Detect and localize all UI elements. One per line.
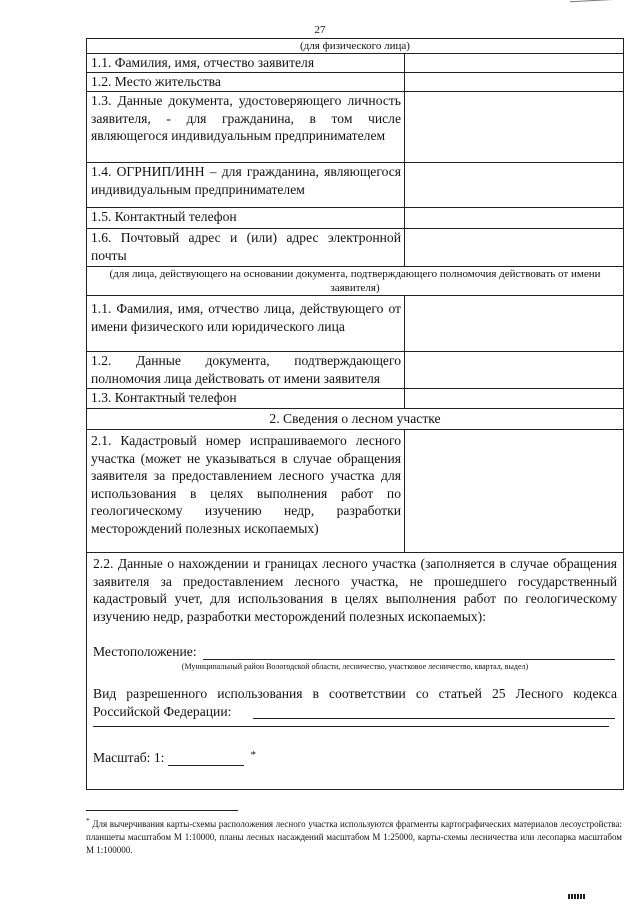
row-1-2	[87, 73, 623, 92]
scale-input[interactable]	[168, 749, 244, 766]
page-number: 27	[314, 24, 326, 36]
label-phone: 1.5. Контактный телефон	[87, 208, 405, 228]
location-line	[87, 643, 623, 660]
field-rep-phone[interactable]	[405, 389, 623, 408]
row-2-2	[87, 553, 623, 789]
location-label: Местоположение:	[93, 644, 197, 659]
label-ogrnip-inn: 1.4. ОГРНИП/ИНН – для гражданина, являющегося индивидуальным предпринимателем	[87, 163, 405, 207]
scale-footnote-mark: *	[250, 749, 256, 761]
field-cadastral-number[interactable]	[405, 430, 623, 552]
subtitle-individual: (для физического лица)	[87, 39, 623, 54]
scan-corner-mark	[570, 0, 618, 8]
permitted-use-input-line-2[interactable]	[93, 720, 609, 727]
label-residence: 1.2. Место жительства	[87, 73, 405, 91]
row-rep-1-3	[87, 389, 623, 409]
row-1-5	[87, 208, 623, 229]
subtitle-representative: (для лица, действующего на основании документа, подтверждающего полномочия действовать от имени заявителя)	[87, 267, 623, 296]
label-rep-phone: 1.3. Контактный телефон	[87, 389, 405, 408]
label-rep-document: 1.2. Данные документа, подтверждающего полномочия лица действовать от имени заявителя	[87, 352, 405, 388]
field-rep-name[interactable]	[405, 296, 623, 351]
row-2-2-content	[87, 553, 623, 789]
field-postal-email[interactable]	[405, 229, 623, 266]
permitted-use-label: Вид разрешенного использования в соответствии со статьей 25 Лесного кодекса Российской Федерации:	[93, 686, 617, 719]
label-id-document: 1.3. Данные документа, удостоверяющего личность заявителя, - для гражданина, в том числе являющегося индивидуальным предпринимателем	[87, 92, 405, 162]
field-rep-document[interactable]	[405, 352, 623, 388]
field-id-document[interactable]	[405, 92, 623, 162]
section-2-heading: 2. Сведения о лесном участке	[87, 409, 623, 430]
scale-line	[87, 749, 623, 766]
permitted-use-block	[87, 683, 623, 720]
row-rep-1-2	[87, 352, 623, 389]
row-1-1	[87, 54, 623, 73]
row-1-4	[87, 163, 623, 208]
scan-artifact-mark	[568, 894, 585, 899]
footnote-rule	[86, 810, 238, 811]
label-rep-name: 1.1. Фамилия, имя, отчество лица, действующего от имени физического или юридического лица	[87, 296, 405, 351]
field-ogrnip-inn[interactable]	[405, 163, 623, 207]
application-form-table	[86, 38, 624, 790]
field-full-name[interactable]	[405, 54, 623, 72]
label-cadastral-number: 2.1. Кадастровый номер испрашиваемого лесного участка (может не указываться в случае обращения заявителя за предоставлением лесного участка для использования в целях выполнения работ по геологическому изучению недр, разработки месторождений полезных ископаемых)	[87, 430, 405, 552]
field-phone[interactable]	[405, 208, 623, 228]
row-1-6	[87, 229, 623, 267]
field-residence[interactable]	[405, 73, 623, 91]
row-rep-1-1	[87, 296, 623, 352]
scale-label: Масштаб: 1:	[93, 750, 165, 765]
location-input[interactable]	[203, 643, 615, 660]
footnote-marker: *	[86, 816, 90, 825]
label-full-name: 1.1. Фамилия, имя, отчество заявителя	[87, 54, 405, 72]
label-location-boundaries: 2.2. Данные о нахождении и границах лесного участка (заполняется в случае обращения заявителя за предоставлением лесного участка, не прошедшего государственный кадастровый учет, для использования в целях выполнения работ по геологическому изучению недр, разработки месторождений полезных ископаемых):	[93, 556, 617, 624]
label-postal-email: 1.6. Почтовый адрес и (или) адрес электронной почты	[87, 229, 405, 266]
row-2-1	[87, 430, 623, 553]
location-caption: (Муниципальный район Вологодской области, лесничество, участковое лесничество, квартал, выдел)	[181, 662, 529, 671]
permitted-use-input[interactable]	[253, 703, 615, 719]
footnote-text: Для вычерчивания карты-схемы расположения лесного участка используются фрагменты картографических материалов лесоустройства: планшеты масштабом М 1:10000, планы лесных насаждений масштабом М 1:25000, карты-схемы лесничества или лесопарка масштабом М 1:100000.	[86, 819, 623, 855]
footnote	[86, 814, 622, 857]
row-1-3	[87, 92, 623, 163]
